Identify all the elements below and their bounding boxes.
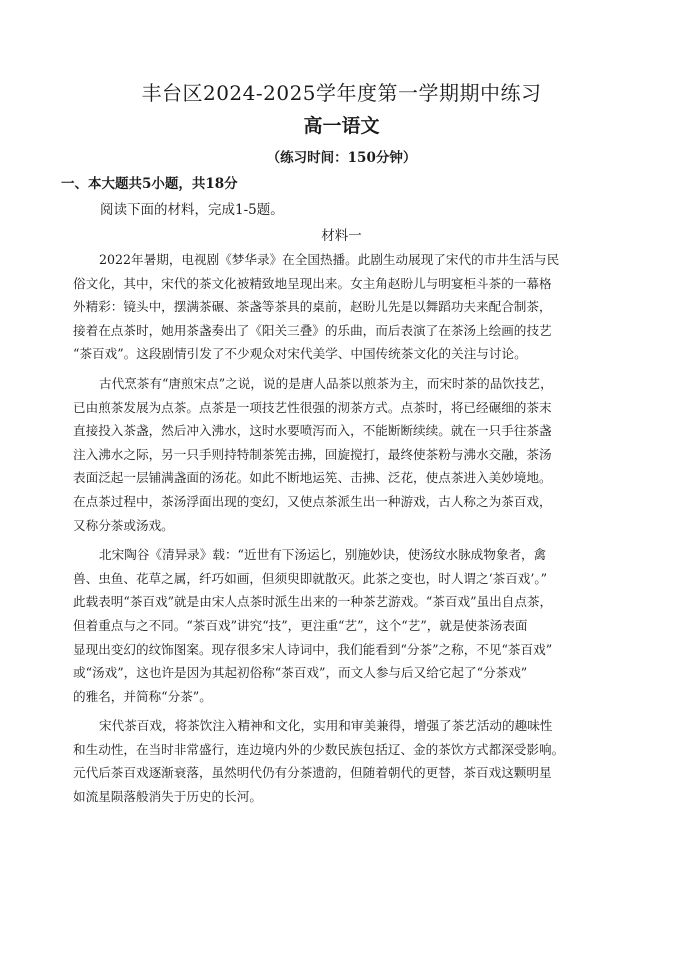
paragraph-line: 表面泛起一层铺满盏面的汤花。如此不断地运筅、击拂、泛花，使点茶进入美妙境地。: [73, 470, 552, 486]
paragraph-3: [73, 543, 610, 708]
paragraph-line: 宋代茶百戏，将茶饮注入精神和文化，实用和审美兼得，增强了茶艺活动的趣味性: [99, 718, 553, 734]
paragraph-line: 的雅名，并简称“分茶”。: [73, 688, 212, 704]
material-title: 材料一: [321, 228, 362, 244]
exam-title: 丰台区2024-2025学年度第一学期期中练习: [141, 81, 542, 105]
paragraph-line: 北宋陶谷《清异录》载：“近世有下汤运匕，别施妙诀，使汤纹水脉成物象者，禽: [99, 547, 547, 563]
paragraph-line: 在点茶过程中，茶汤浮面出现的变幻，又使点茶派生出一种游戏，古人称之为茶百戏，: [73, 493, 552, 509]
reading-instruction: 阅读下面的材料，完成1-5题。: [100, 202, 284, 218]
paragraph-line: 此载表明“茶百戏”就是由宋人点茶时派生出来的一种茶艺游戏。“茶百戏”虽出自点茶，: [73, 594, 553, 610]
paragraph-line: 和生动性，在当时非常盛行，连边境内外的少数民族包括辽、金的茶饮方式都深受影响。: [73, 741, 565, 757]
paragraph-4: [73, 714, 610, 808]
paragraph-line: 元代后茶百戏逐渐衰落，虽然明代仍有分茶遗韵，但随着朝代的更替，茶百戏这颗明星: [73, 765, 552, 781]
paragraph-line: 2022年暑期，电视剧《梦华录》在全国热播。此剧生动展现了宋代的市井生活与民: [99, 252, 560, 267]
paragraph-line: 已由煎茶发展为点茶。点茶是一项技艺性很强的沏茶方式。点茶时，将已经碾细的茶末: [73, 399, 552, 415]
exam-time: （练习时间：150分钟）: [266, 150, 417, 166]
paragraph-line: 如流星陨落般消失于历史的长河。: [73, 789, 262, 805]
paragraph-line: 古代烹茶有“唐煎宋点”之说，说的是唐人品茶以煎茶为主，而宋时茶的品饮技艺，: [99, 375, 553, 391]
paragraph-line: 又称分茶或汤戏。: [73, 517, 174, 533]
paragraph-2: [73, 372, 610, 537]
paragraph-line: 或“汤戏”，这也许是因为其起初俗称“茶百戏”，而文人参与后又给它起了“分茶戏”: [73, 665, 528, 681]
paragraph-line: 外精彩：镜头中，摆满茶碾、茶盏等茶具的桌前，赵盼儿先是以舞蹈功夫来配合制茶，: [73, 299, 552, 315]
paragraph-line: 但着重点与之不同。“茶百戏”讲究“技”，更注重“艺”，这个“艺”，就是使茶汤表面: [73, 617, 528, 633]
paragraph-line: “茶百戏”。这段剧情引发了不少观众对宋代美学、中国传统茶文化的关注与讨论。: [73, 346, 527, 362]
paragraph-1: [73, 248, 610, 366]
section-heading: 一、本大题共5小题，共18分: [61, 176, 238, 192]
paragraph-line: 显现出变幻的纹饰图案。现存很多宋人诗词中，我们能看到“分茶”之称，不见“茶百戏”: [73, 641, 553, 657]
subject-title: 高一语文: [303, 115, 380, 137]
paragraph-line: 俗文化，其中，宋代的茶文化被精致地呈现出来。女主角赵盼儿与明宴柜斗茶的一幕格: [73, 275, 552, 291]
paragraph-line: 兽、虫鱼、花草之属，纤巧如画，但须臾即就散灭。此茶之变也，时人谓之‘茶百戏’。”: [73, 570, 548, 586]
paragraph-line: 直接投入茶盏，然后冲入沸水，这时水要喷泻而入，不能断断续续。就在一只手往茶盏: [73, 423, 552, 439]
paragraph-line: 接着在点茶时，她用茶盏奏出了《阳关三叠》的乐曲，而后表演了在茶汤上绘画的技艺: [73, 322, 552, 338]
paragraph-line: 注入沸水之际，另一只手则持特制茶筅击拂，回旋搅打，最终使茶粉与沸水交融，茶汤: [73, 446, 552, 462]
